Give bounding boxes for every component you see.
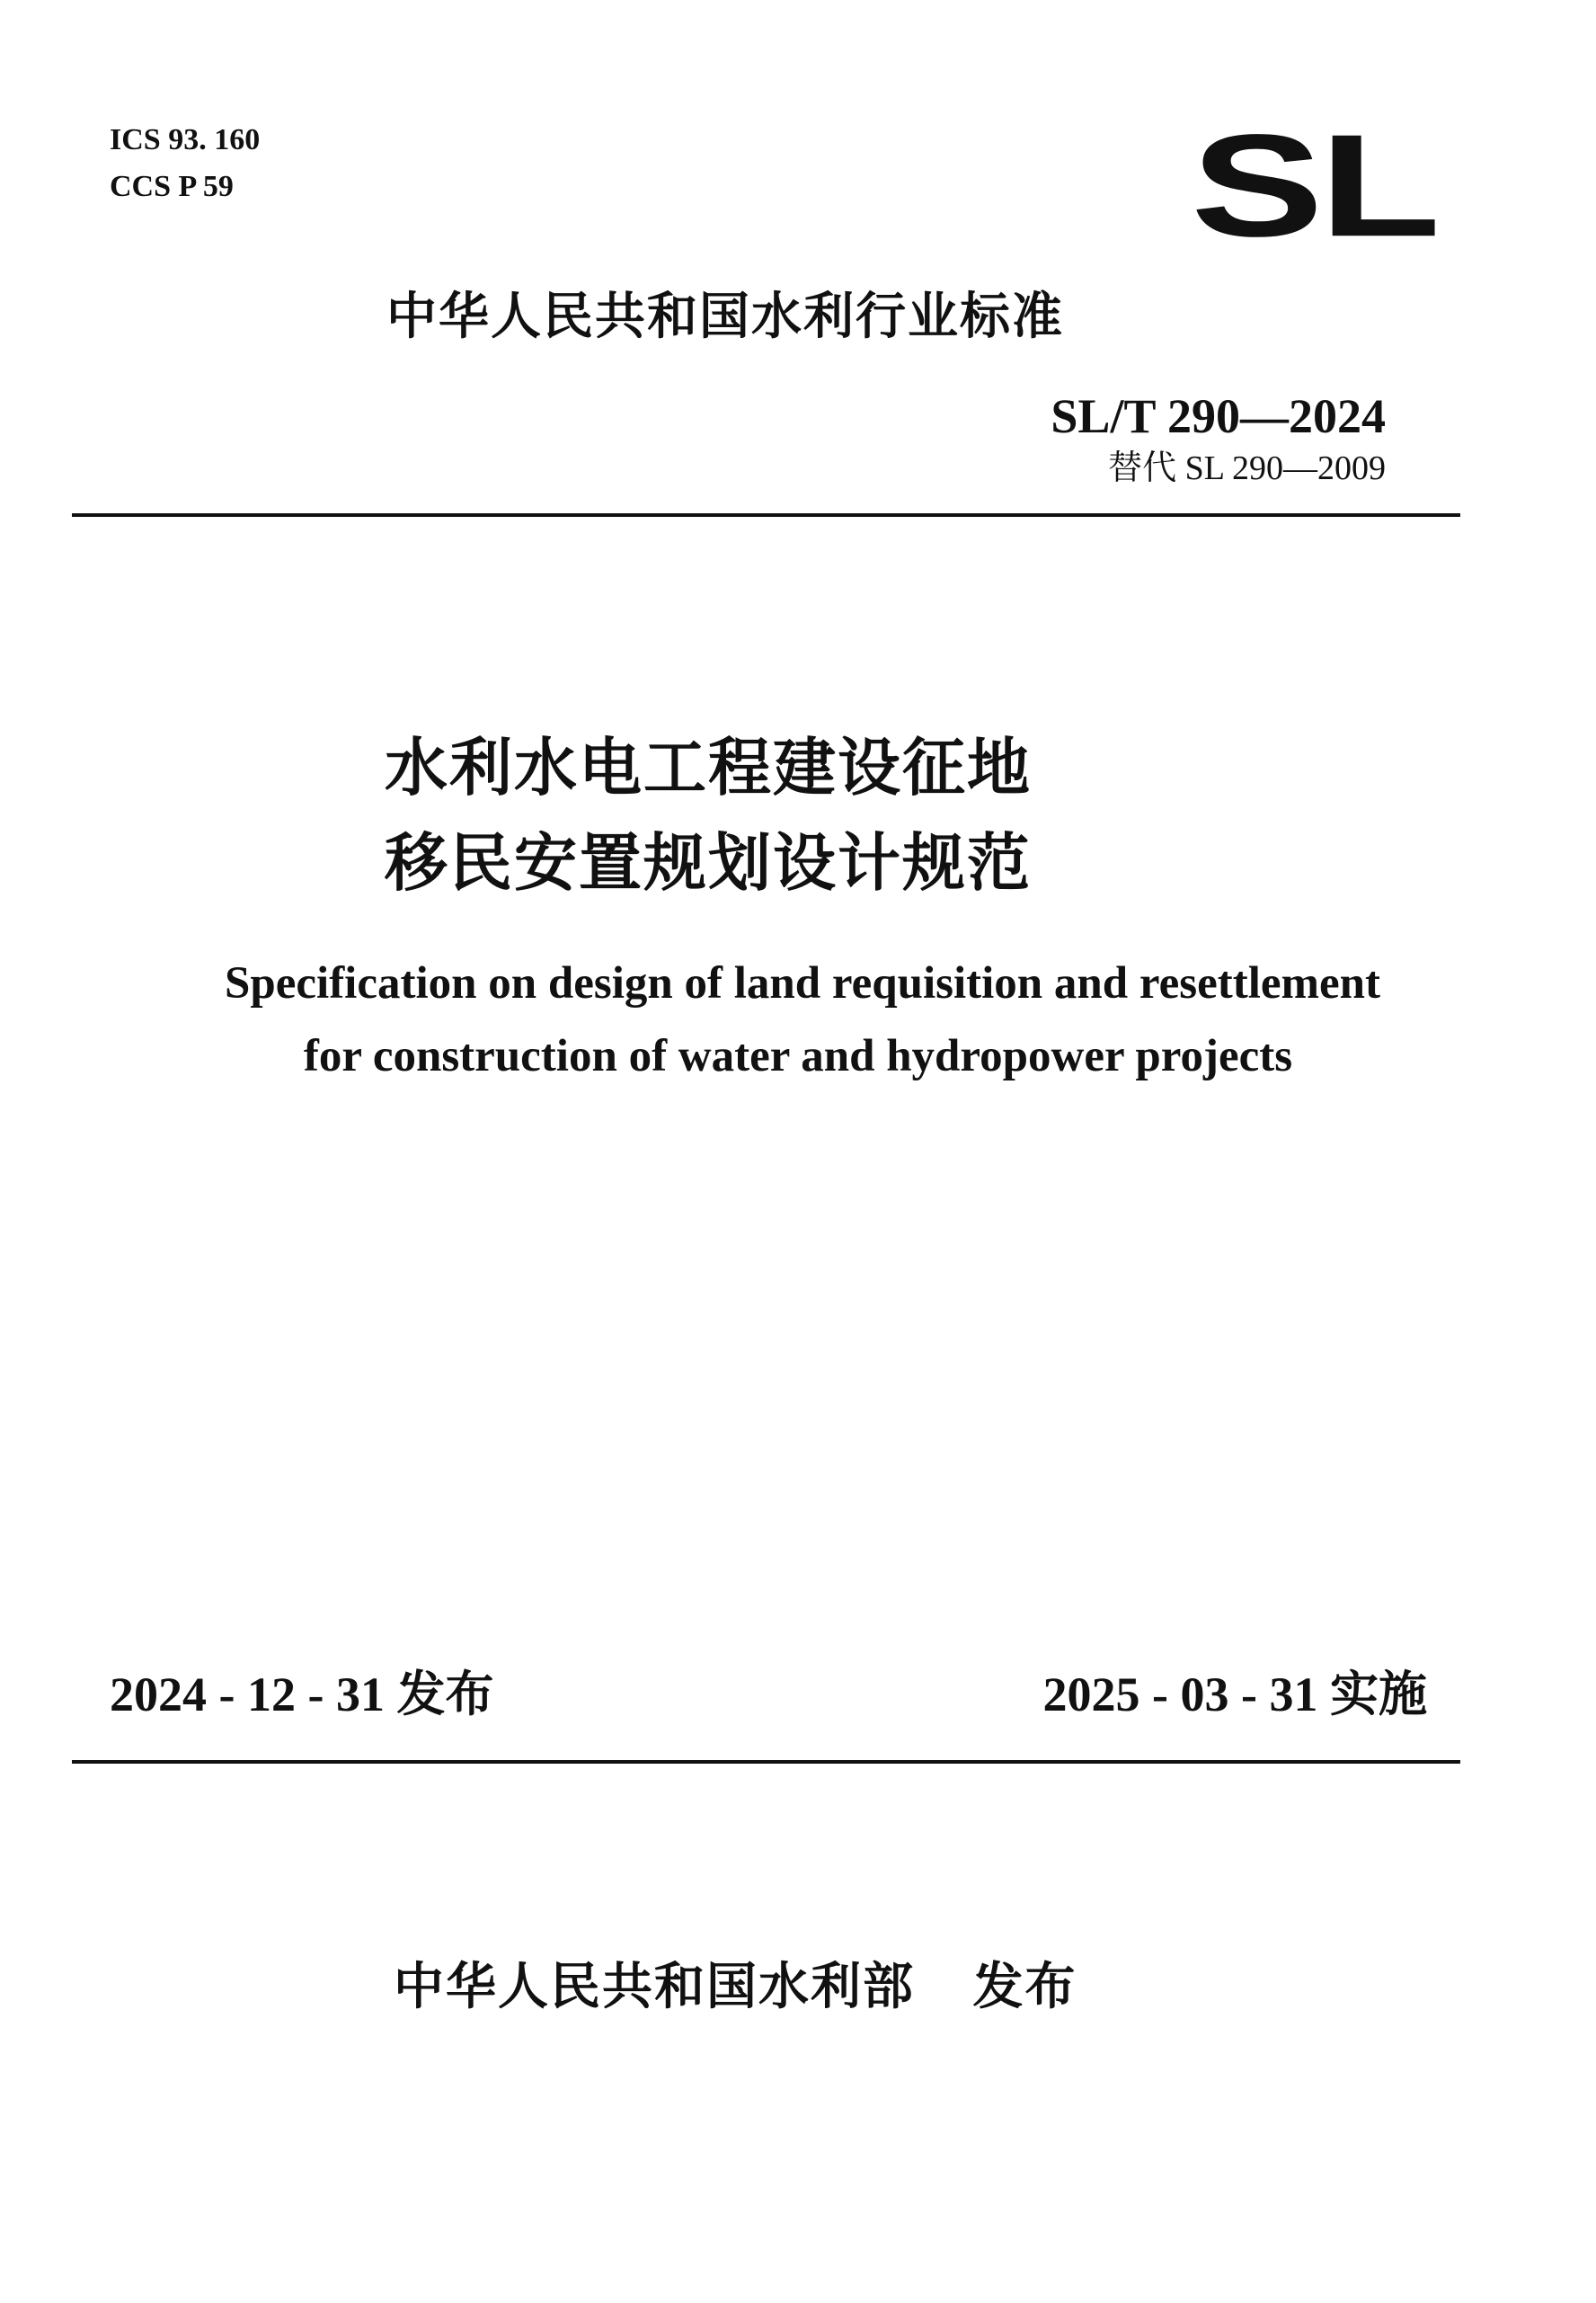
replaces-standard: 替代 SL 290—2009 (1108, 449, 1386, 487)
title-english-line-2: for construction of water and hydropower projects (303, 1031, 1293, 1081)
title-english-line-1: Specification on design of land requisition and resettlement (225, 958, 1380, 1009)
sl-logo: SL (1191, 104, 1437, 268)
issue-date: 2024 - 12 - 31 发布 (110, 1667, 494, 1721)
standard-number: SL/T 290—2024 (1051, 389, 1386, 443)
implementation-date: 2025 - 03 - 31 实施 (1042, 1667, 1427, 1721)
publisher: 中华人民共和国水利部 发布 (394, 1958, 1077, 2016)
bottom-divider (72, 1760, 1460, 1764)
ccs-code: CCS P 59 (110, 170, 234, 203)
top-divider (72, 513, 1460, 517)
title-chinese-line-1: 水利水电工程建设征地 (385, 731, 1032, 805)
ics-code: ICS 93. 160 (110, 123, 261, 156)
industry-standard-title: 中华人民共和国水利行业标准 (386, 288, 1064, 346)
title-chinese-line-2: 移民安置规划设计规范 (385, 826, 1032, 900)
